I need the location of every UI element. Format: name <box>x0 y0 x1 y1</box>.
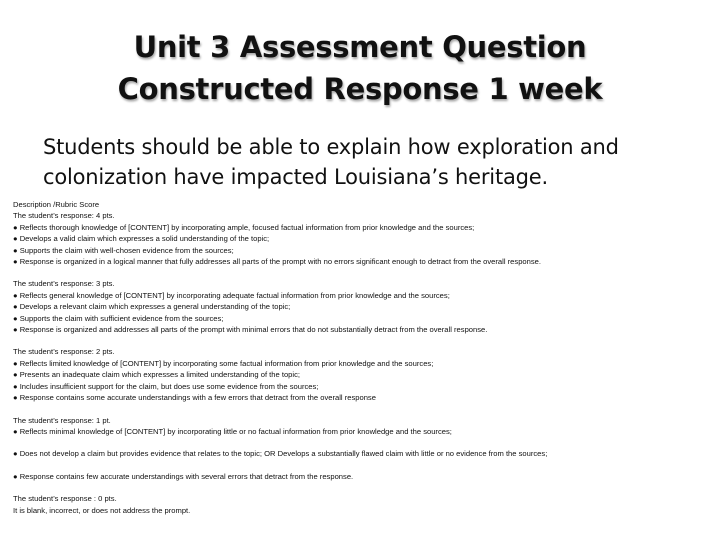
rubric-score-0 <box>13 493 713 516</box>
rubric <box>13 199 713 516</box>
spacer <box>13 460 713 471</box>
spacer <box>13 404 713 415</box>
score-3-bullet: ● Reflects general knowledge of [CONTENT] by incorporating adequate factual information from prior knowledge and the sources; <box>13 290 450 300</box>
rubric-score-1 <box>13 415 713 483</box>
score-1-bullet: ● Reflects minimal knowledge of [CONTENT] by incorporating little or no factual information from prior knowledge and the sources; <box>13 426 452 436</box>
score-1-bullet: ● Does not develop a claim but provides evidence that relates to the topic; OR Develops a substantially flawed claim with little or no evidence from the sources; <box>13 449 548 459</box>
spacer <box>13 267 713 278</box>
score-4-bullet: ● Response is organized in a logical manner that fully addresses all parts of the prompt with no errors significant enough to detract from the overall response. <box>13 257 541 267</box>
title-line-2: Constructed Response 1 week <box>117 72 603 106</box>
score-4-bullet: ● Reflects thorough knowledge of [CONTENT] by incorporating ample, focused factual information from prior knowledge and the sources; <box>13 222 475 232</box>
intro-statement <box>43 132 703 192</box>
spacer <box>13 482 713 493</box>
score-3-bullet: ● Response is organized and addresses all parts of the prompt with minimal errors that do not substantially detract from the overall response. <box>13 325 488 335</box>
title-line-1: Unit 3 Assessment Question <box>133 30 587 64</box>
score-2-bullet: ● Presents an inadequate claim which expresses a limited understanding of the topic; <box>13 370 300 380</box>
spacer <box>13 437 713 448</box>
score-1-heading: The student’s response: 1 pt. <box>13 415 111 425</box>
score-2-heading: The student’s response: 2 pts. <box>13 347 115 357</box>
score-2-bullet: ● Response contains some accurate understandings with a few errors that detract from the overall response <box>13 393 376 403</box>
rubric-score-2 <box>13 346 713 403</box>
score-2-bullet: ● Reflects limited knowledge of [CONTENT] by incorporating some factual information from prior knowledge and the sources; <box>13 358 434 368</box>
spacer <box>13 335 713 346</box>
slide-title <box>0 26 720 110</box>
intro-line-1: Students should be able to explain how exploration and <box>43 135 619 159</box>
score-0-heading: The student’s response : 0 pts. <box>13 494 117 504</box>
score-2-bullet: ● Includes insufficient support for the claim, but does use some evidence from the sources; <box>13 381 319 391</box>
rubric-score-3 <box>13 278 713 335</box>
score-4-bullet: ● Develops a valid claim which expresses a solid understanding of the topic; <box>13 234 270 244</box>
intro-line-2: colonization have impacted Louisiana’s heritage. <box>43 165 548 189</box>
score-3-heading: The student’s response: 3 pts. <box>13 279 115 289</box>
score-4-bullet: ● Supports the claim with well-chosen evidence from the sources; <box>13 245 234 255</box>
score-4-heading: The student’s response: 4 pts. <box>13 211 115 221</box>
rubric-score-4 <box>13 210 713 267</box>
score-1-bullet: ● Response contains few accurate understandings with several errors that detract from the response. <box>13 471 354 481</box>
rubric-header: Description /Rubric Score <box>13 200 100 209</box>
score-3-bullet: ● Supports the claim with sufficient evidence from the sources; <box>13 313 224 323</box>
score-3-bullet: ● Develops a relevant claim which expresses a general understanding of the topic; <box>13 302 291 312</box>
score-0-text: It is blank, incorrect, or does not address the prompt. <box>13 505 191 515</box>
